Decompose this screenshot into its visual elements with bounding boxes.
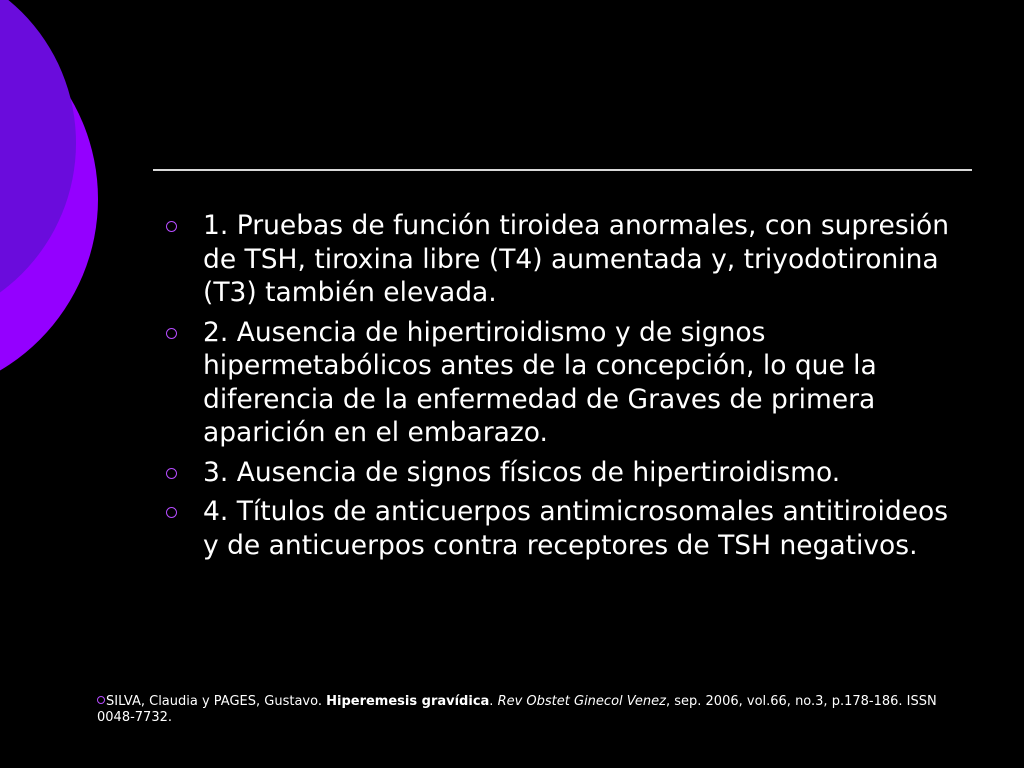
footnote-journal: Rev Obstet Ginecol Venez [497,694,666,709]
bullet-list [163,209,963,568]
footnote-authors: SILVA, Claudia y PAGES, Gustavo. [106,694,327,709]
bullet-text: 2. Ausencia de hipertiroidismo y de signos hipermetabólicos antes de la concepción, lo que la diferencia de la enfermedad de Graves de primera aparición en el embarazo. [203,316,877,448]
bullet-text: 1. Pruebas de función tiroidea anormales, con supresión de TSH, tiroxina libre (T4) aumentada y, triyodotironina (T3) también elevada. [203,210,950,308]
footnote-title: Hiperemesis gravídica [326,694,490,709]
bullet-item-2 [163,316,963,450]
circle-bullet-icon [166,221,177,232]
footnote-details: , sep. 2006, vol.66, no.3, p.178-186. ISSN 0048-7732. [97,694,937,725]
reference-footnote [97,694,977,726]
circle-bullet-icon [166,468,177,479]
bullet-text: 3. Ausencia de signos físicos de hipertiroidismo. [203,456,841,488]
title-divider [153,169,972,171]
bullet-item-1 [163,209,963,310]
bullet-text: 4. Títulos de anticuerpos antimicrosomales antitiroideos y de anticuerpos contra receptores de TSH negativos. [203,496,949,561]
circle-bullet-icon [97,696,105,704]
bullet-item-4 [163,495,963,562]
circle-bullet-icon [166,507,177,518]
footnote-separator: . [489,694,498,709]
circle-bullet-icon [166,328,177,339]
bullet-item-3 [163,456,963,490]
